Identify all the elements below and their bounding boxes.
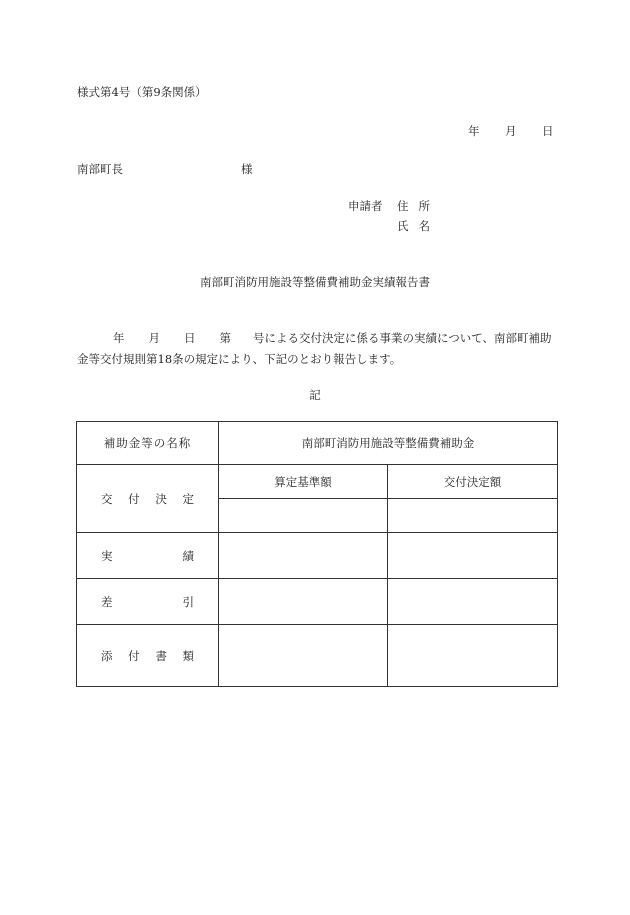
date-month: 月 [505, 124, 517, 138]
base-amount-cell[interactable] [219, 499, 388, 533]
addressee: 南部町長 [77, 162, 123, 176]
applicant-label: 申請者 [348, 199, 383, 213]
difference-base-cell[interactable] [219, 579, 388, 625]
attachments-decision-cell[interactable] [388, 625, 558, 687]
name-label: 氏名 [397, 219, 440, 233]
form-number: 様式第4号（第9条関係） [77, 85, 207, 99]
decision-amount-cell[interactable] [388, 499, 558, 533]
attachments-label: 添 付 書 類 [77, 625, 219, 687]
difference-decision-cell[interactable] [388, 579, 558, 625]
subsidy-name-label: 補助金等の名称 [77, 422, 219, 465]
decision-amount-header: 交付決定額 [388, 465, 558, 499]
ki-heading: 記 [309, 388, 321, 402]
document-title: 南部町消防用施設等整備費補助金実績報告書 [200, 275, 430, 289]
body-year: 年 [113, 331, 125, 345]
actual-label: 実 績 [77, 533, 219, 579]
date-year: 年 [468, 124, 480, 138]
body-number-prefix: 第 [219, 331, 231, 345]
body-month: 月 [148, 331, 160, 345]
attachments-base-cell[interactable] [219, 625, 388, 687]
difference-label: 差 引 [77, 579, 219, 625]
address-label: 住所 [397, 199, 440, 213]
body-paragraph [77, 328, 557, 370]
honorific: 様 [241, 162, 253, 176]
decision-label: 交 付 決 定 [77, 465, 219, 533]
actual-base-cell[interactable] [219, 533, 388, 579]
body-day: 日 [184, 331, 196, 345]
actual-decision-cell[interactable] [388, 533, 558, 579]
date-day: 日 [542, 124, 554, 138]
base-amount-header: 算定基準額 [219, 465, 388, 499]
subsidy-name-value: 南部町消防用施設等整備費補助金 [219, 422, 558, 465]
report-table [76, 421, 558, 687]
body-text: 号による交付決定に係る事業の実績について、南部町補助金等交付規則第18条の規定により、下記のとおり報告します。 [77, 331, 552, 366]
